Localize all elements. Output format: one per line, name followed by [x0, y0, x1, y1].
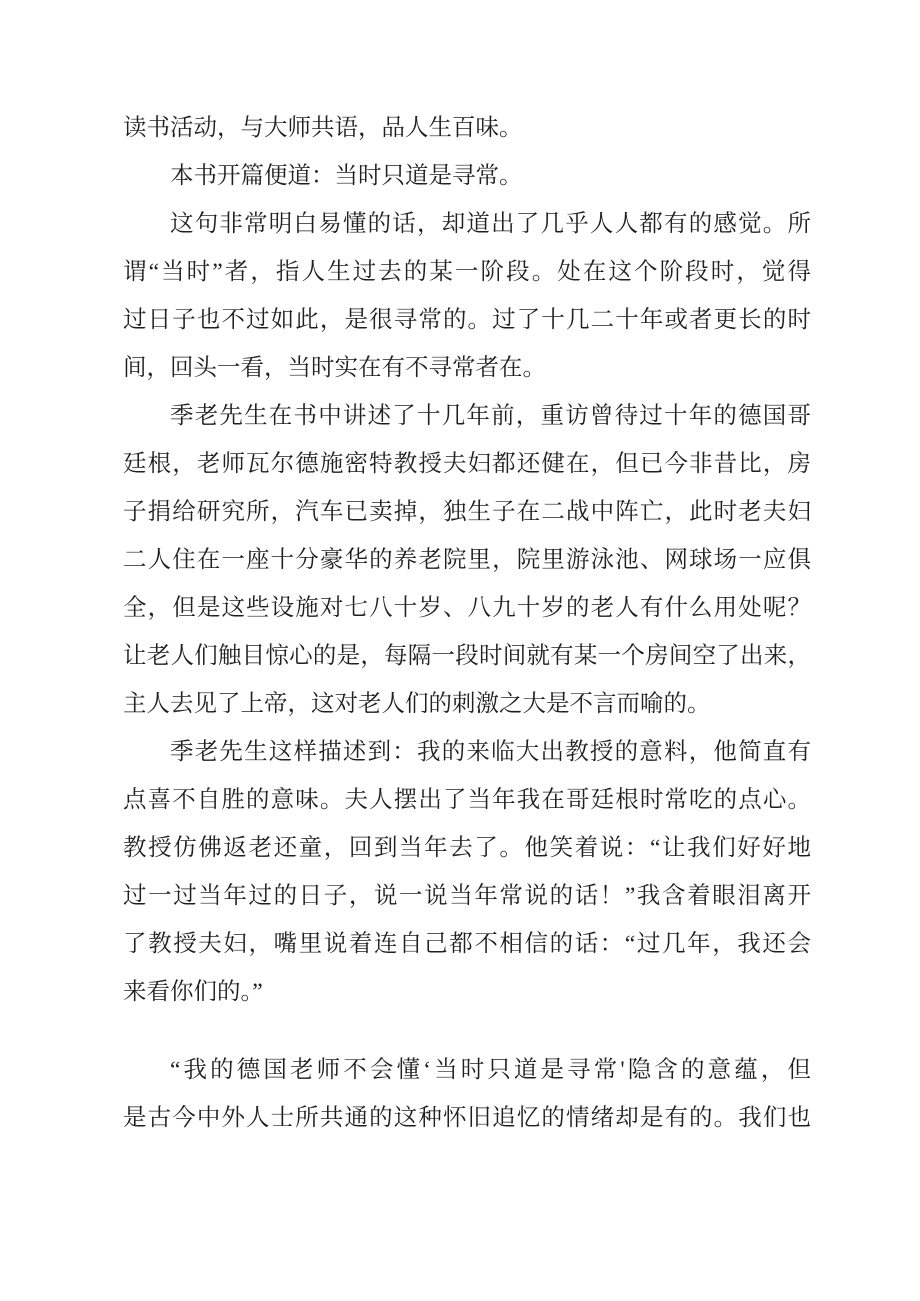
text-line: 过一过当年过的日子，说一说当年常说的话！”我含着眼泪离开: [123, 883, 811, 909]
text-line: 点喜不自胜的意味。夫人摆出了当年我在哥廷根时常吃的点心。: [123, 787, 811, 813]
text-line: 是古今中外人士所共通的这种怀旧追忆的情绪却是有的。我们也: [123, 1105, 811, 1131]
text-line: 过日子也不过如此，是很寻常的。过了十几二十年或者更长的时: [123, 307, 811, 333]
text-line: 季老先生在书中讲述了十几年前，重访曾待过十年的德国哥: [170, 403, 811, 429]
text-line: 本书开篇便道：当时只道是寻常。: [170, 163, 523, 189]
text-line: 二人住在一座十分豪华的养老院里，院里游泳池、网球场一应俱: [123, 547, 811, 573]
text-line: 主人去见了上帝，这对老人们的刺激之大是不言而喻的。: [123, 691, 711, 717]
text-line: 廷根，老师瓦尔德施密特教授夫妇都还健在，但已今非昔比，房: [123, 451, 811, 477]
text-line: 读书活动，与大师共语，品人生百味。: [123, 115, 523, 141]
text-line: 全，但是这些设施对七八十岁、八九十岁的老人有什么用处呢？: [123, 595, 811, 621]
text-line: 谓“当时”者，指人生过去的某一阶段。处在这个阶段时，觉得: [123, 259, 811, 285]
text-line: 了教授夫妇，嘴里说着连自己都不相信的话：“过几年，我还会: [123, 931, 811, 957]
text-line: 这句非常明白易懂的话，却道出了几乎人人都有的感觉。所: [170, 211, 811, 237]
text-line: 子捐给研究所，汽车已卖掉，独生子在二战中阵亡，此时老夫妇: [123, 499, 811, 525]
text-line: 季老先生这样描述到：我的来临大出教授的意料，他简直有: [170, 739, 811, 765]
text-line: 教授仿佛返老还童，回到当年去了。他笑着说：“让我们好好地: [123, 835, 811, 861]
document-text: [123, 104, 811, 1142]
text-line: 间，回头一看，当时实在有不寻常者在。: [123, 355, 546, 381]
text-line: “我的德国老师不会懂‘当时只道是寻常'隐含的意蕴，但: [170, 1057, 811, 1083]
text-line: 让老人们触目惊心的是，每隔一段时间就有某一个房间空了出来，: [123, 643, 811, 669]
text-line: 来看你们的。”: [123, 979, 263, 1005]
